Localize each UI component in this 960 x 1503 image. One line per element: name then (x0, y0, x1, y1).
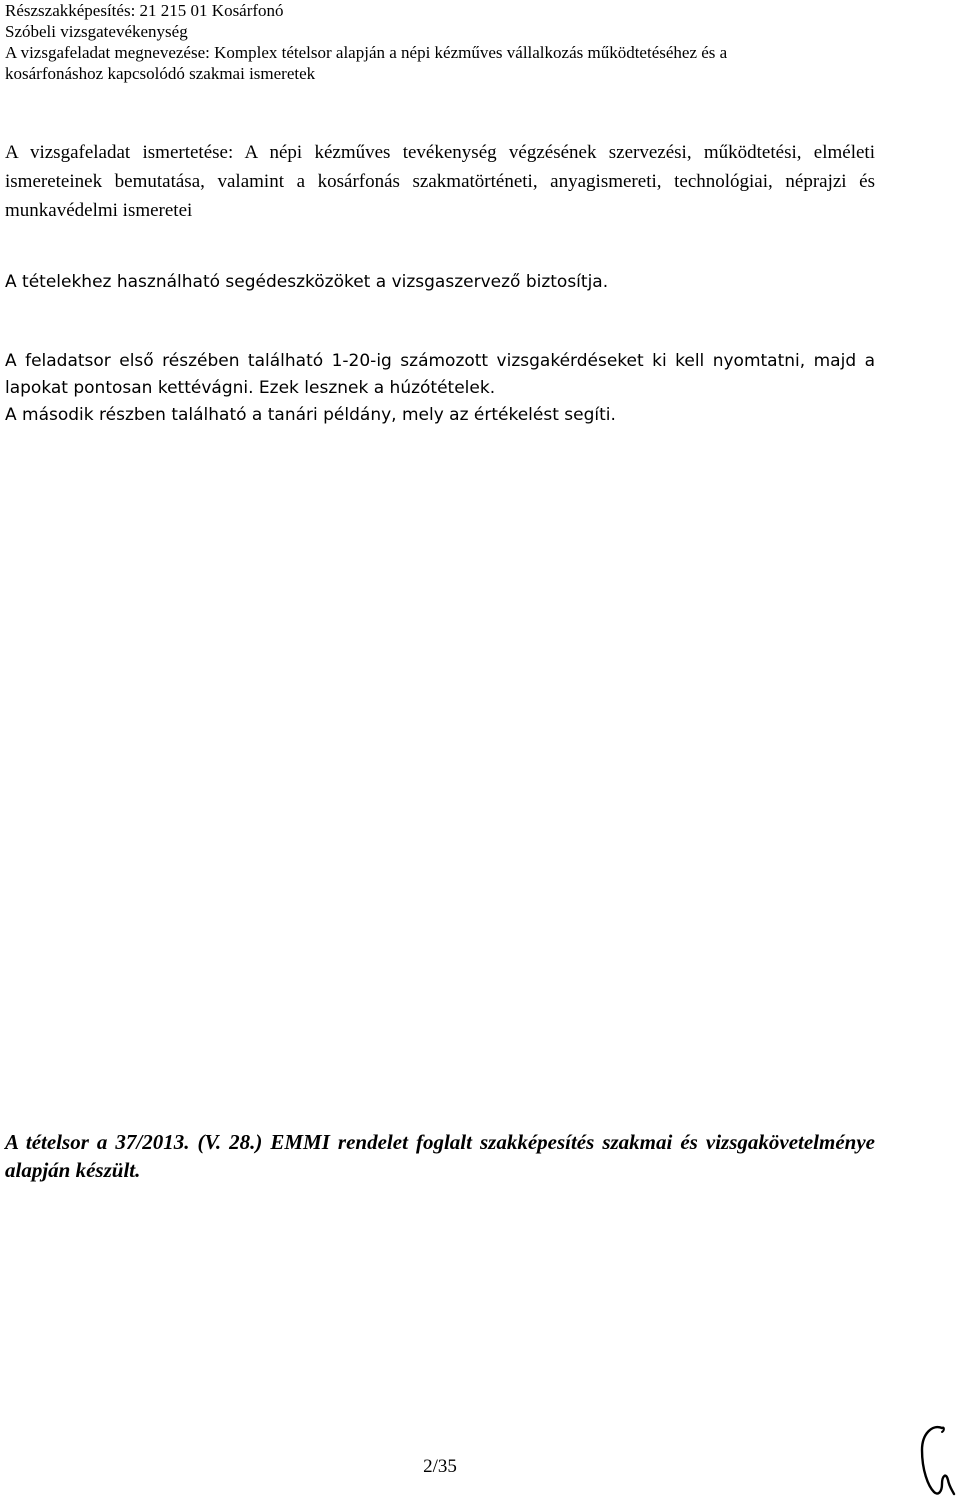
header-task-name: A vizsgafeladat megnevezése: Komplex tételsor alapján a népi kézműves vállalkozás működtetéséhez és a (5, 43, 728, 62)
header-exam-type: Szóbeli vizsgatevékenység (5, 22, 188, 41)
regulation-note: A tételsor a 37/2013. (V. 28.) EMMI rendelet foglalt szakképesítés szakmai és vizsgakövetelménye alapján készült. (5, 1130, 875, 1182)
instructions-first-part: A feladatsor első részében található 1-20-ig számozott vizsgakérdéseket ki kell nyomtatni, majd a lapokat pontosan kettévágni. Ezek lesznek a húzótételek. (5, 351, 875, 398)
page-number: 2/35 (423, 1456, 457, 1477)
task-description: A vizsgafeladat ismertetése: A népi kézműves tevékenység végzésének szervezési, működtetési, elméleti ismereteinek bemutatása, valamint a kosárfonás szakmatörténeti, anyagismereti, technológiai, néprajzi és munkavédelmi ismeretei (5, 142, 875, 221)
instructions (5, 348, 875, 429)
handwritten-signature-icon (912, 1420, 956, 1500)
tools-note: A tételekhez használható segédeszközöket a vizsgaszervező biztosítja. (5, 272, 609, 292)
document-header (5, 0, 945, 84)
instructions-second-part: A második részben található a tanári példány, mely az értékelést segíti. (5, 405, 616, 425)
header-task-name-continued: kosárfonáshoz kapcsolódó szakmai ismeretek (5, 64, 316, 83)
header-qualification: Részszakképesítés: 21 215 01 Kosárfonó (5, 1, 284, 20)
